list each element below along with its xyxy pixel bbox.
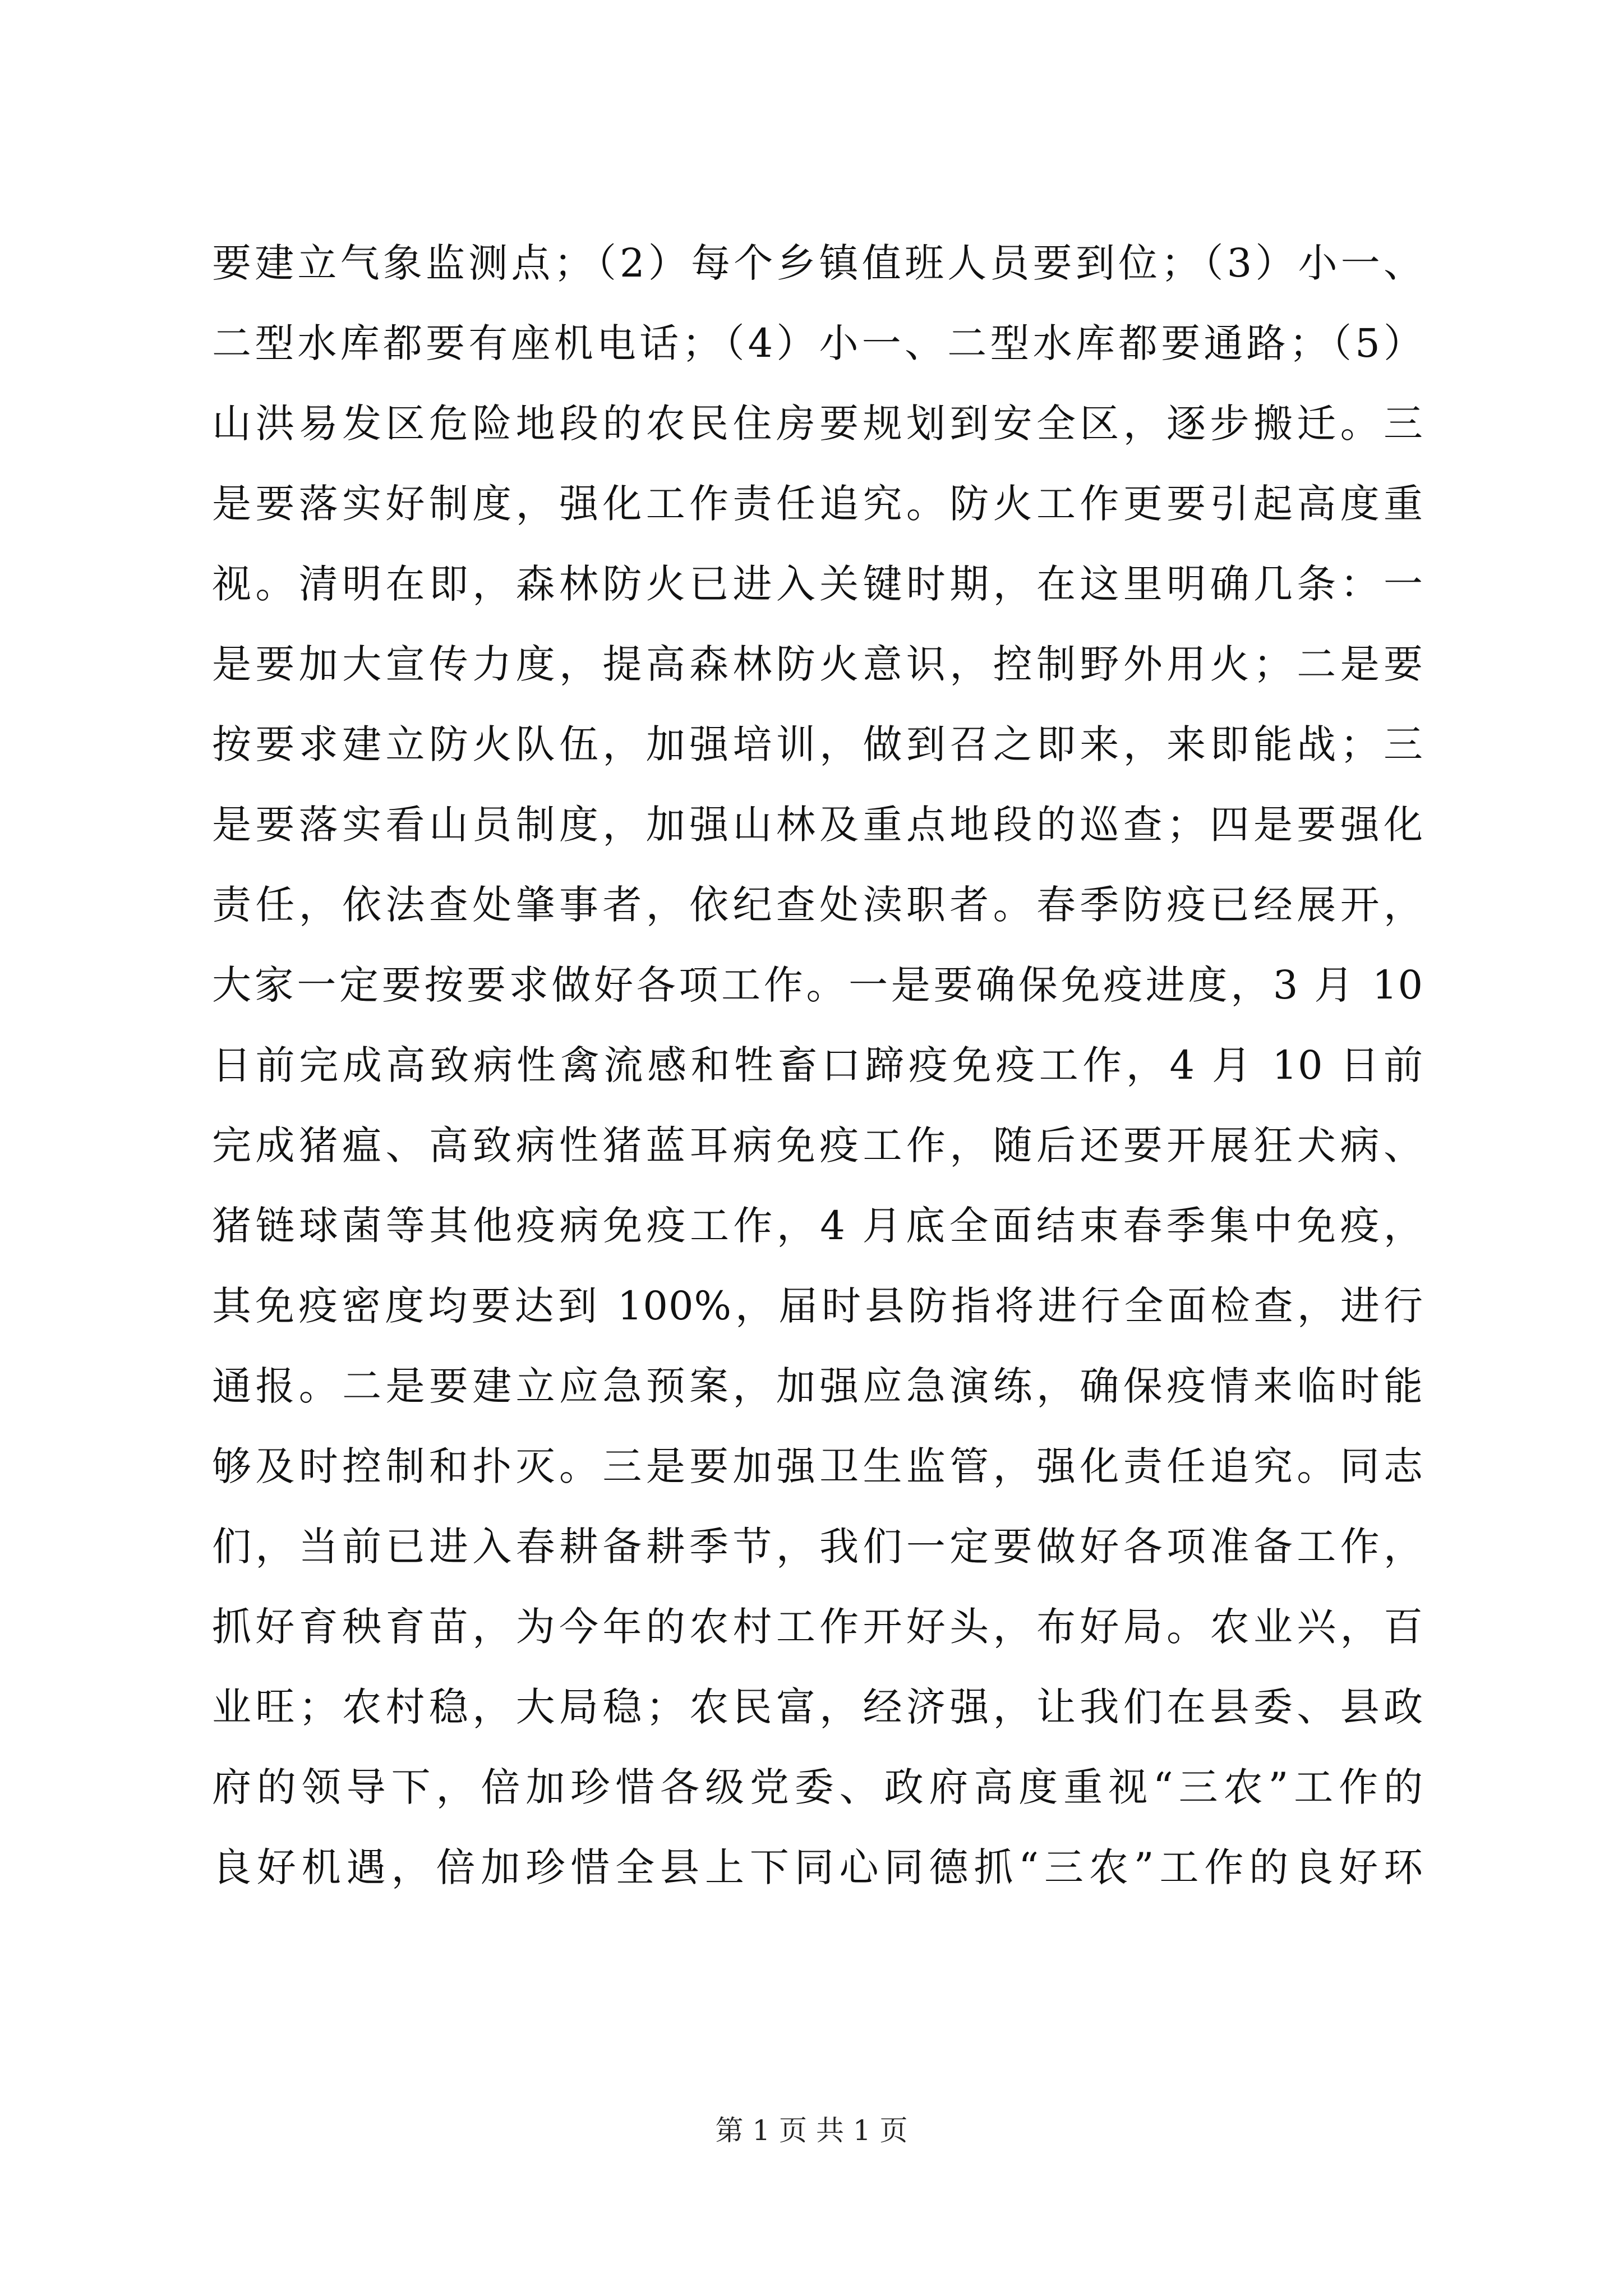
text-line: 是要加大宣传力度，提高森林防火意识，控制野外用火；二是要 xyxy=(212,641,1423,687)
text-line: 抓好育秧育苗，为今年的农村工作开好头，布好局。农业兴，百 xyxy=(212,1604,1423,1650)
text-line: 视。清明在即，森林防火已进入关键时期，在这里明确几条：一 xyxy=(212,561,1423,607)
text-line: 们，当前已进入春耕备耕季节，我们一定要做好各项准备工作， xyxy=(212,1524,1423,1570)
text-line: 日前完成高致病性禽流感和牲畜口蹄疫免疫工作，4 月 10 日前 xyxy=(212,1042,1423,1088)
text-line: 完成猪瘟、高致病性猪蓝耳病免疫工作，随后还要开展狂犬病、 xyxy=(212,1122,1423,1168)
text-line: 其免疫密度均要达到 100%，届时县防指将进行全面检查，进行 xyxy=(212,1283,1423,1329)
body-text xyxy=(212,223,1423,1908)
text-line: 二型水库都要有座机电话；（4）小一、二型水库都要通路；（5） xyxy=(212,320,1423,366)
text-line: 府的领导下，倍加珍惜各级党委、政府高度重视“三农”工作的 xyxy=(212,1764,1423,1810)
text-line: 是要落实看山员制度，加强山林及重点地段的巡查；四是要强化 xyxy=(212,802,1423,848)
page-number-footer: 第 1 页 共 1 页 xyxy=(715,2114,908,2147)
text-line: 良好机遇，倍加珍惜全县上下同心同德抓“三农”工作的良好环 xyxy=(212,1844,1423,1890)
text-line: 按要求建立防火队伍，加强培训，做到召之即来，来即能战；三 xyxy=(212,721,1423,767)
text-line: 通报。二是要建立应急预案，加强应急演练，确保疫情来临时能 xyxy=(212,1363,1423,1409)
text-line: 猪链球菌等其他疫病免疫工作，4 月底全面结束春季集中免疫， xyxy=(212,1203,1423,1249)
text-line: 够及时控制和扑灭。三是要加强卫生监管，强化责任追究。同志 xyxy=(212,1443,1423,1489)
text-line: 山洪易发区危险地段的农民住房要规划到安全区，逐步搬迁。三 xyxy=(212,401,1423,447)
text-line: 大家一定要按要求做好各项工作。一是要确保免疫进度，3 月 10 xyxy=(212,962,1423,1008)
text-line: 要建立气象监测点；（2）每个乡镇值班人员要到位；（3）小一、 xyxy=(212,240,1423,286)
text-line: 责任，依法查处肇事者，依纪查处渎职者。春季防疫已经展开， xyxy=(212,882,1423,928)
text-line: 是要落实好制度，强化工作责任追究。防火工作更要引起高度重 xyxy=(212,481,1423,527)
text-line: 业旺；农村稳，大局稳；农民富，经济强，让我们在县委、县政 xyxy=(212,1684,1423,1730)
